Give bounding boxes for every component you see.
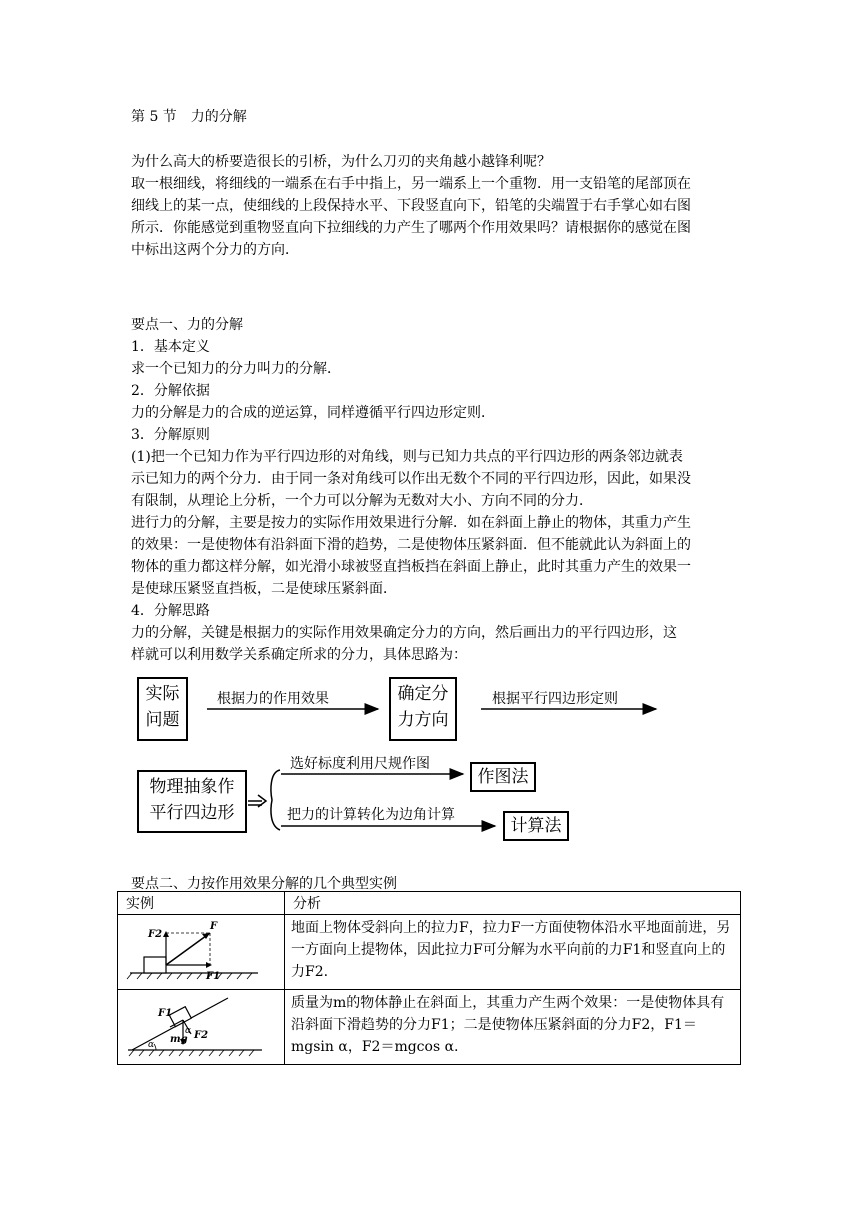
intro-line: 所示．你能感觉到重物竖直向下拉细线的力产生了哪两个作用效果吗？请根据你的感觉在图 bbox=[131, 220, 691, 236]
brace bbox=[271, 770, 280, 830]
box-drawing-method: 作图法 bbox=[470, 762, 536, 792]
point1-line: 求一个已知力的分力叫力的分解． bbox=[131, 361, 341, 377]
box-calculation-method: 计算法 bbox=[503, 811, 569, 841]
point1-line: 3．分解原则 bbox=[131, 427, 210, 443]
section-title: 第 5 节 力的分解 bbox=[131, 109, 247, 125]
point1-line: 1．基本定义 bbox=[131, 339, 210, 355]
point1-line: 有限制，从理论上分析，一个力可以分解为无数对大小、方向不同的分力． bbox=[131, 493, 593, 509]
branch-bottom-label: 把力的计算转化为边角计算 bbox=[287, 807, 455, 823]
point2-heading: 要点二、力按作用效果分解的几个典型实例 bbox=[131, 876, 397, 892]
example-analysis: 质量为m的物体静止在斜面上，其重力产生两个效果：一是使物体具有沿斜面下滑趋势的分力F1；二是使物体压紧斜面的分力F2，F1＝mgsin α，F2＝mgcos α. bbox=[285, 990, 741, 1065]
point1-line: 进行力的分解，主要是按力的实际作用效果进行分解．如在斜面上静止的物体，其重力产生 bbox=[131, 515, 691, 531]
column-header-example: 实例 bbox=[118, 892, 285, 915]
box-actual-problem: 实际 问题 bbox=[137, 677, 188, 741]
point1-line: 力的分解，关键是根据力的实际作用效果确定分力的方向，然后画出力的平行四边形，这 bbox=[131, 625, 677, 641]
block bbox=[169, 1007, 191, 1027]
example-figure-cell bbox=[118, 915, 285, 990]
column-header-analysis: 分析 bbox=[285, 892, 741, 915]
point1-line: 力的分解是力的合成的逆运算，同样遵循平行四边形定则． bbox=[131, 405, 495, 421]
arrow-2-label: 根据平行四边形定则 bbox=[492, 691, 618, 707]
box-determine-direction: 确定分 力方向 bbox=[389, 677, 457, 741]
point1-line: 的效果：一是使物体有沿斜面下滑的趋势，二是使物体压紧斜面．但不能就此认为斜面上的 bbox=[131, 537, 691, 553]
label-f2: F2 bbox=[194, 1030, 209, 1041]
point1-line: 示已知力的两个分力．由于同一条对角线可以作出无数个不同的平行四边形，因此，如果没 bbox=[131, 471, 691, 487]
point1-heading: 要点一、力的分解 bbox=[131, 317, 243, 333]
examples-table bbox=[117, 891, 741, 1065]
block bbox=[144, 957, 166, 973]
point1-line: 样就可以利用数学关系确定所求的分力，具体思路为： bbox=[131, 647, 467, 663]
box-physical-abstraction: 物理抽象作 平行四边形 bbox=[137, 770, 247, 833]
table-row bbox=[118, 915, 741, 990]
pull-force-diagram bbox=[118, 915, 268, 985]
arrow-1-label: 根据力的作用效果 bbox=[217, 691, 329, 707]
point1-line: (1)把一个已知力作为平行四边形的对角线，则与已知力共点的平行四边形的两条邻边就表 bbox=[131, 449, 683, 465]
point1-line: 物体的重力都这样分解，如光滑小球被竖直挡板挡在斜面上静止，此时其重力产生的效果一 bbox=[131, 559, 691, 575]
example-figure-cell bbox=[118, 990, 285, 1065]
point1-line: 是使球压紧竖直挡板，二是使球压紧斜面． bbox=[131, 581, 397, 597]
label-alpha: α bbox=[185, 1026, 192, 1036]
label-alpha-incline: α bbox=[148, 1040, 155, 1050]
force-f-arrow bbox=[166, 933, 210, 965]
label-f: F bbox=[210, 921, 218, 932]
label-f1: F1 bbox=[206, 971, 221, 982]
label-f1: F1 bbox=[158, 1008, 173, 1019]
example-analysis: 地面上物体受斜向上的拉力F，拉力F一方面使物体沿水平地面前进，另一方面向上提物体，因此拉力F可分解为水平向前的力F1和竖直向上的力F2. bbox=[285, 915, 741, 990]
intro-line: 细线上的某一点，使细线的上段保持水平、下段竖直向下，铅笔的尖端置于右手掌心如右图 bbox=[131, 198, 691, 214]
table-header-row bbox=[118, 892, 741, 915]
label-mg: mg bbox=[170, 1034, 188, 1045]
point1-line: 4．分解思路 bbox=[131, 603, 210, 619]
point1-line: 2．分解依据 bbox=[131, 383, 210, 399]
table-row bbox=[118, 990, 741, 1065]
branch-top-label: 选好标度利用尺规作图 bbox=[290, 756, 430, 772]
intro-line: 取一根细线，将细线的一端系在右手中指上，另一端系上一个重物．用一支铅笔的尾部顶在 bbox=[131, 176, 691, 192]
intro-line: 中标出这两个分力的方向． bbox=[131, 242, 299, 258]
incline-diagram bbox=[118, 990, 268, 1060]
intro-line: 为什么高大的桥要造很长的引桥，为什么刀刃的夹角越小越锋利呢？ bbox=[131, 154, 551, 170]
label-f2: F2 bbox=[148, 929, 163, 940]
